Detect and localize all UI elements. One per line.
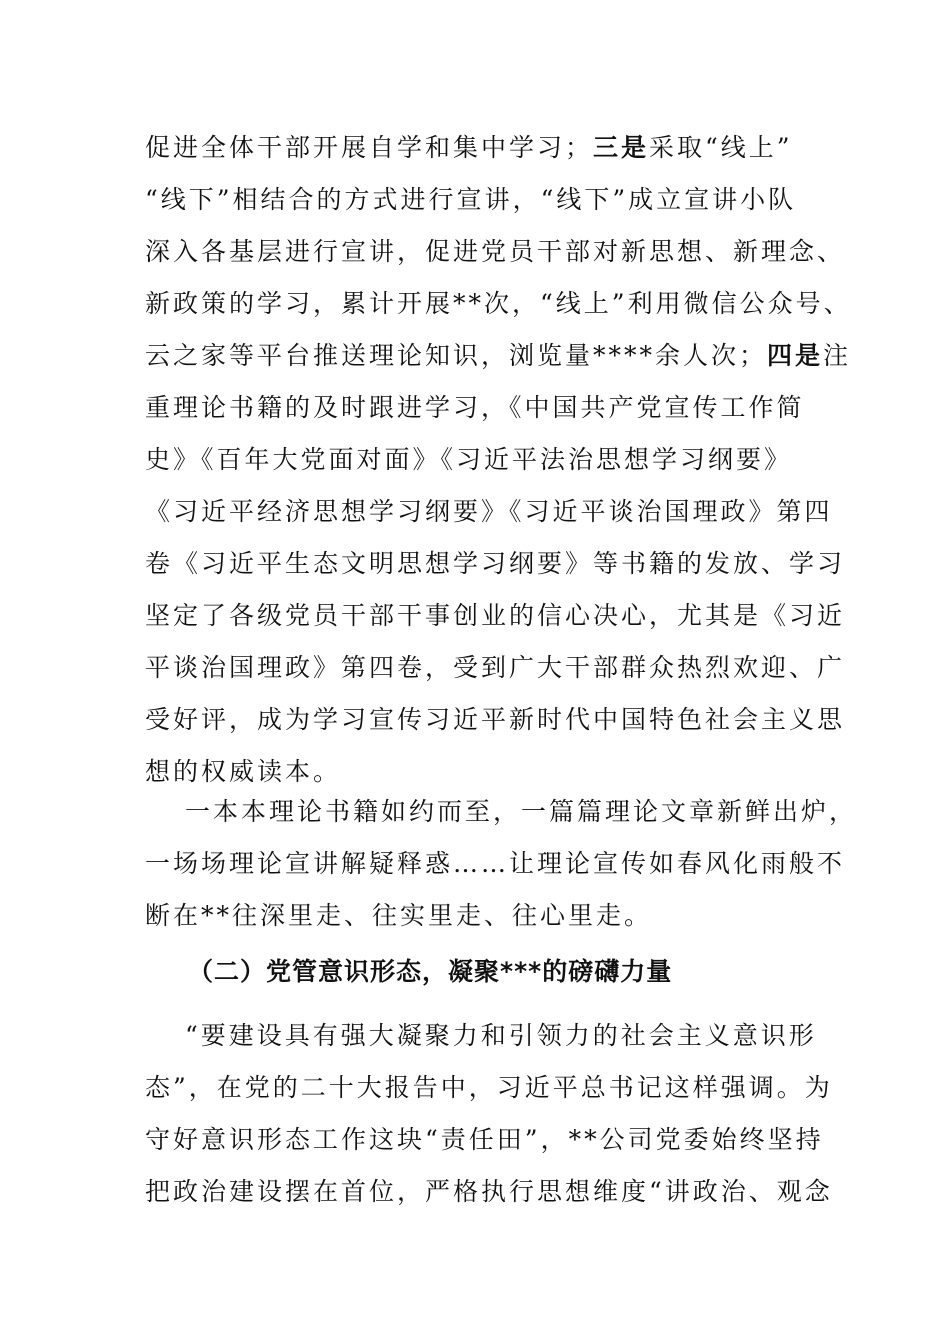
text-line: 把政治建设摆在首位，严格执行思想维度“讲政治、观念 [145,1177,833,1206]
text-line: 想的权威读本。 [145,757,342,786]
text-line: 《习近平经济思想学习纲要》《习近平谈治国理政》第四 [145,497,833,526]
text-line: 一本本理论书籍如约而至，一篇篇理论文章新鲜出炉， [185,797,858,826]
text-line: 促进全体干部开展自学和集中学习；三是采取“线上” [145,133,793,162]
text-line: “要建设具有强大凝聚力和引领力的社会主义意识形 [185,1021,817,1050]
paragraph-study-methods [145,122,852,798]
text-line: 卷《习近平生态文明思想学习纲要》等书籍的发放、学习 [145,549,846,578]
paragraph-ideology [145,1010,833,1218]
text-line: 云之家等平台推送理论知识，浏览量****余人次；四是注 [145,341,852,370]
text-line: 态”，在党的二十大报告中，习近平总书记这样强调。为 [145,1073,833,1102]
text-line: “线下”相结合的方式进行宣讲，“线下”成立宣讲小队 [145,185,797,214]
text-line: 一场场理论宣讲解疑释惑……让理论宣传如春风化雨般不 [145,849,846,878]
bold-marker-four: 四是 [767,341,824,370]
section-heading: （二）党管意识形态，凝聚***的磅礴力量 [188,957,673,986]
paragraph-theory-books [145,786,858,942]
text-line: 受好评，成为学习宣传习近平新时代中国特色社会主义思 [145,705,846,734]
text-line: 坚定了各级党员干部干事创业的信心决心，尤其是《习近 [145,601,846,630]
text-line: 守好意识形态工作这块“责任田”，**公司党委始终坚持 [145,1125,824,1154]
text-line: 断在**往深里走、往实里走、往心里走。 [145,901,653,930]
text-line: 平谈治国理政》第四卷，受到广大干部群众热烈欢迎、广 [145,653,846,682]
text-line: 史》《百年大党面对面》《习近平法治思想学习纲要》 [145,445,793,474]
text-line: 重理论书籍的及时跟进学习，《中国共产党宣传工作简 [145,393,805,422]
text-line: 深入各基层进行宣讲，促进党员干部对新思想、新理念、 [145,237,846,266]
text-line: 新政策的学习，累计开展**次，“线上”利用微信公众号、 [145,289,852,318]
bold-marker-three: 三是 [593,133,650,162]
